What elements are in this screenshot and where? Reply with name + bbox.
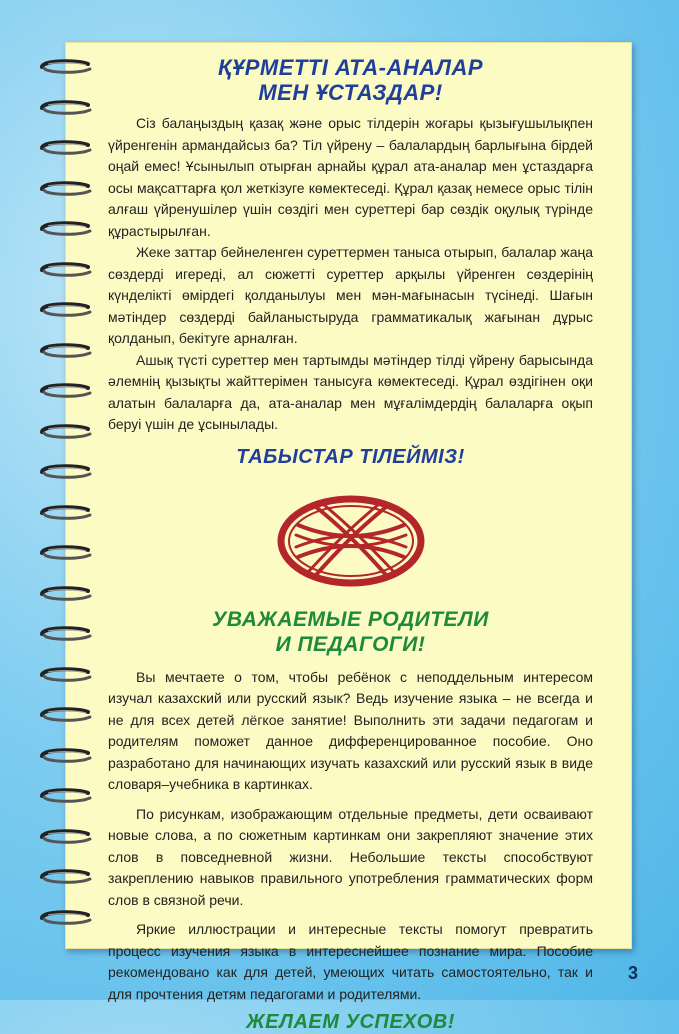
spiral-ring bbox=[38, 463, 94, 481]
spiral-ring bbox=[38, 180, 94, 198]
spiral-ring bbox=[38, 342, 94, 360]
spiral-ring bbox=[38, 504, 94, 522]
kz-paragraph: Ашық түсті суреттер мен тартымды мәтіндер тілді үйрену барысында әлемнің қызықты жайттерімен танысуға көмектеседі. Құрал өздігінен оқи алатын балаларға да, ата-аналар мен мұғалімдердің балаларға оқып беруі үшін де ұсынылады. bbox=[108, 351, 593, 432]
spiral-ring bbox=[38, 828, 94, 846]
spiral-ring bbox=[38, 625, 94, 643]
content-area bbox=[108, 55, 593, 1034]
spiral-ring bbox=[38, 139, 94, 157]
shanyrak-icon bbox=[276, 495, 426, 587]
spiral-ring bbox=[38, 868, 94, 886]
kz-title-line-1: ҚҰРМЕТТІ АТА-АНАЛАР bbox=[217, 55, 484, 80]
ru-title-line-2: И ПЕДАГОГИ! bbox=[275, 632, 426, 656]
ru-paragraph: Вы мечтаете о том, чтобы ребёнок с неподдельным интересом изучал казахский или русский язык? Ведь изучение языка – не всегда и не для всех детей лёгкое занятие! Выполнить эти задачи педагогам и родителям поможет данное дифференцированное пособие. Оно разработано для начинающих изучать казахский или русский язык в виде словаря–учебника в картинках. bbox=[108, 668, 593, 792]
ru-paragraph: Яркие иллюстрации и интересные тексты помогут превратить процесс изучения языка в интереснейшее познание мира. Пособие рекомендовано как для детей, умеющих читать самостоятельно, так и для прочтения детям педагогами и родителями. bbox=[108, 921, 593, 1002]
spiral-ring bbox=[38, 706, 94, 724]
spiral-ring bbox=[38, 423, 94, 441]
kz-title bbox=[108, 55, 593, 105]
kz-title-line-2: МЕН ҰСТАЗДАР! bbox=[258, 80, 443, 105]
spiral-ring bbox=[38, 99, 94, 117]
page-number: 3 bbox=[628, 963, 639, 983]
spiral-ring bbox=[38, 909, 94, 927]
spiral-ring bbox=[38, 544, 94, 562]
spiral-ring bbox=[38, 220, 94, 238]
ru-title bbox=[108, 607, 593, 657]
kz-paragraph: Жеке заттар бейнеленген суреттермен таныса отырып, балалар жаңа сөздерді игереді, ал сюжетті суреттер арқылы үйренген сөздерінің күнделікті өмірдегі қолданылуы мен мән-мағынасын түсінеді. Шағын мәтіндер сөздерді байланыстыруда грамматикалық жағынан дұрыс қолданып, бекітуге арналған. bbox=[108, 244, 593, 346]
ru-paragraph: По рисункам, изображающим отдельные предметы, дети осваивают новые слова, а по сюжетным картинкам они закрепляют значение этих слов в повседневной жизни. Небольшие тексты способствуют закреплению навыков правильного употребления грамматических форм слов в связной речи. bbox=[108, 805, 593, 908]
spiral-ring bbox=[38, 585, 94, 603]
spiral-ring bbox=[38, 261, 94, 279]
spiral-ring bbox=[38, 58, 94, 76]
kz-paragraph: Сіз балаңыздың қазақ және орыс тілдерін жоғары қызығушылықпен үйренгенін армандайсыз ба? Тіл үйрену – балалардың барлығына бірдей оңай емес! Ұсынылып отырған арнайы құрал ата-аналар мен ұстаздарға осы мақсаттарға қол жеткізуге көмектеседі. Құрал қазақ немесе орыс тілін алғаш үйренушілер үшін сөздігі мен суреттері бар сөздік оқулық түрінде құрастырылған. bbox=[108, 115, 593, 239]
spiral-ring bbox=[38, 787, 94, 805]
ru-title-line-1: УВАЖАЕМЫЕ РОДИТЕЛИ bbox=[212, 607, 489, 631]
kz-wish: ТАБЫСТАР ТІЛЕЙМІЗ! bbox=[236, 445, 465, 468]
ru-wish: ЖЕЛАЕМ УСПЕХОВ! bbox=[246, 1011, 455, 1033]
spiral-binding bbox=[38, 58, 98, 958]
spiral-ring bbox=[38, 747, 94, 765]
spiral-ring bbox=[38, 301, 94, 319]
spiral-ring bbox=[38, 666, 94, 684]
spiral-ring bbox=[38, 382, 94, 400]
